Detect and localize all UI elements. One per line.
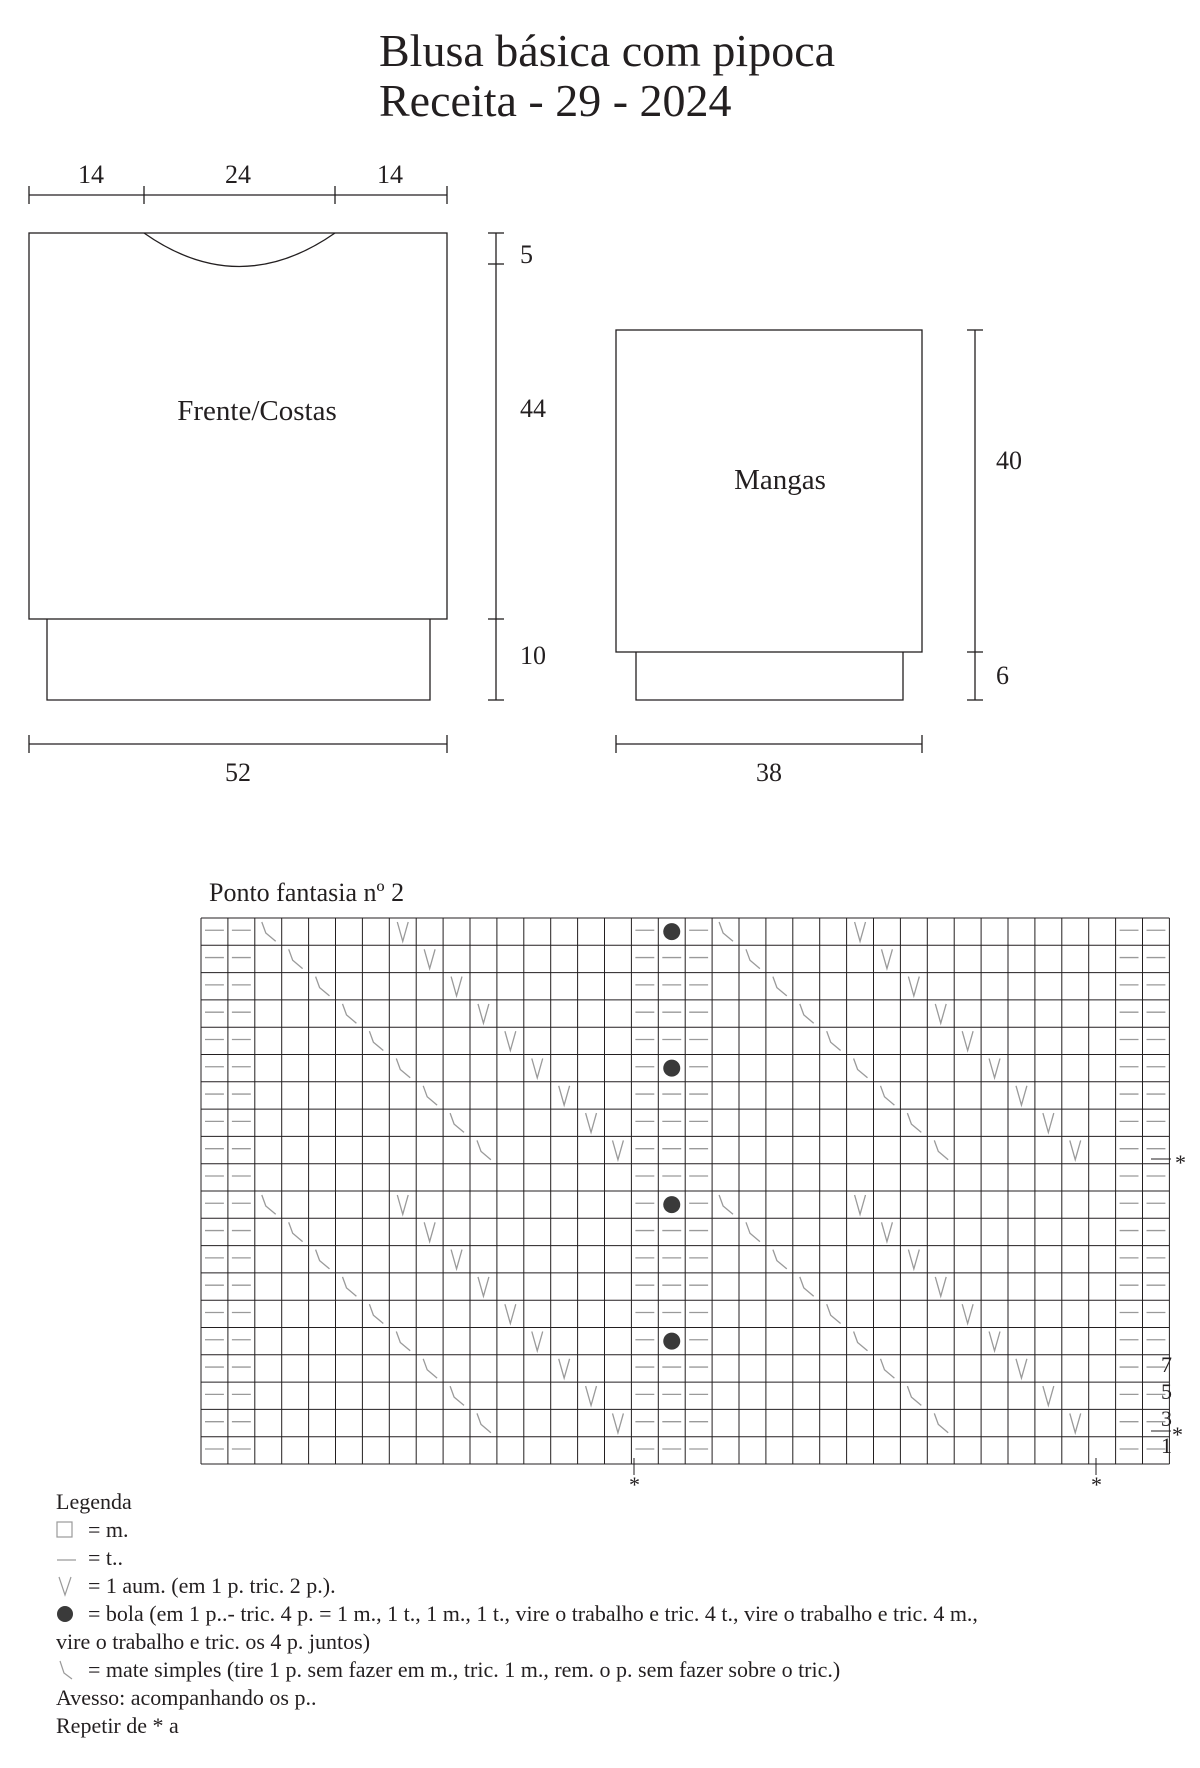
decrease-slash-mark [746, 949, 760, 968]
front-back-label: Frente/Costas [177, 395, 337, 427]
increase-v-mark [424, 1222, 435, 1241]
legend-text-bobble-continuation: vire o trabalho e tric. os 4 p. juntos) [56, 1629, 371, 1654]
legend-text-bobble: = bola (em 1 p..- tric. 4 p. = 1 m., 1 t., 1 m., 1 t., vire o trabalho e tric. 4 t., vire o trabalho e tric. 4 m., [88, 1601, 978, 1626]
increase-v-mark [962, 1304, 973, 1323]
increase-v-mark [451, 977, 462, 996]
increase-v-mark [586, 1386, 597, 1405]
repeat-marker-right-upper: * [1175, 1150, 1186, 1175]
legend-text-knit: = m. [88, 1517, 129, 1542]
front-back-schematic [29, 186, 504, 753]
front-back-top-width-right: 14 [377, 160, 403, 189]
decrease-slash-mark [396, 1332, 410, 1351]
decrease-slash-mark [450, 1386, 464, 1405]
increase-v-mark [478, 1004, 489, 1023]
legend-item-knit [56, 1516, 1176, 1544]
decrease-slash-mark [827, 1304, 841, 1323]
legend-wrong-side: Avesso: acompanhando os p.. [56, 1685, 317, 1710]
bobble-dot-mark [663, 923, 680, 940]
decrease-slash-mark [934, 1140, 948, 1159]
legend-text-purl: = t.. [88, 1545, 124, 1570]
increase-v-mark [882, 1222, 893, 1241]
decrease-slash-mark [719, 922, 733, 941]
bobble-dot-mark [663, 1333, 680, 1350]
square-icon [56, 1516, 88, 1544]
decrease-slash-mark [289, 1222, 303, 1241]
sleeve-width: 38 [756, 758, 782, 787]
decrease-slash-mark [316, 977, 330, 996]
increase-v-mark [586, 1113, 597, 1132]
increase-v-mark [451, 1250, 462, 1269]
increase-v-mark [935, 1004, 946, 1023]
legend-item-increase [56, 1572, 1176, 1600]
repeat-marker-bottom-left: * [629, 1472, 640, 1497]
decrease-slash-mark [854, 1332, 868, 1351]
sleeve-height-body: 40 [996, 446, 1022, 475]
stitch-chart-grid [201, 918, 1169, 1464]
decrease-slash-mark [262, 922, 276, 941]
legend-text-decrease: = mate simples (tire 1 p. sem fazer em m., tric. 1 m., rem. o p. sem fazer sobre o tric.) [88, 1657, 841, 1682]
increase-v-mark [397, 1195, 408, 1214]
increase-v-icon [56, 1572, 88, 1600]
bobble-dot-icon [56, 1600, 88, 1628]
increase-v-mark [1043, 1386, 1054, 1405]
decrease-slash-mark [396, 1059, 410, 1078]
sleeve-height-rib: 6 [996, 661, 1009, 690]
increase-v-mark [613, 1140, 624, 1159]
increase-v-mark [855, 922, 866, 941]
repeat-markers [634, 1159, 1171, 1475]
increase-v-mark [882, 949, 893, 968]
increase-v-mark [1016, 1359, 1027, 1378]
title-line-2: Receita - 29 - 2024 [379, 75, 732, 126]
decrease-slash-mark [854, 1059, 868, 1078]
decrease-slash-mark [423, 1086, 437, 1105]
increase-v-mark [559, 1086, 570, 1105]
legend-item-bobble [56, 1600, 1176, 1628]
decrease-slash-mark [450, 1113, 464, 1132]
sleeve-label: Mangas [734, 464, 826, 496]
increase-v-mark [532, 1332, 543, 1351]
decrease-slash-mark [800, 1004, 814, 1023]
decrease-slash-icon [56, 1656, 88, 1684]
increase-v-mark [1016, 1086, 1027, 1105]
bobble-dot-mark [663, 1196, 680, 1213]
increase-v-mark [559, 1359, 570, 1378]
decrease-slash-mark [881, 1359, 895, 1378]
decrease-slash-mark [316, 1250, 330, 1269]
increase-v-mark [962, 1031, 973, 1050]
decrease-slash-mark [262, 1195, 276, 1214]
decrease-slash-mark [343, 1277, 357, 1296]
repeat-marker-right-lower: * [1172, 1422, 1183, 1447]
row-number-7: 7 [1161, 1352, 1172, 1377]
increase-v-mark [1070, 1140, 1081, 1159]
increase-v-mark [989, 1332, 1000, 1351]
increase-v-mark [908, 977, 919, 996]
row-number-1: 1 [1161, 1433, 1172, 1458]
decrease-slash-mark [477, 1140, 491, 1159]
row-number-3: 3 [1161, 1406, 1172, 1431]
sleeve-schematic [616, 330, 983, 753]
legend [56, 1488, 1176, 1740]
legend-repeat: Repetir de * a [56, 1713, 179, 1738]
increase-v-mark [989, 1059, 1000, 1078]
legend-item-decrease [56, 1656, 1176, 1684]
decrease-slash-mark [369, 1304, 383, 1323]
increase-v-mark [1070, 1413, 1081, 1432]
decrease-slash-mark [719, 1195, 733, 1214]
increase-v-mark [478, 1277, 489, 1296]
decrease-slash-mark [881, 1086, 895, 1105]
legend-text-increase: = 1 aum. (em 1 p. tric. 2 p.). [88, 1573, 336, 1598]
increase-v-mark [505, 1304, 516, 1323]
increase-v-mark [935, 1277, 946, 1296]
front-back-width: 52 [225, 758, 251, 787]
increase-v-mark [908, 1250, 919, 1269]
increase-v-mark [505, 1031, 516, 1050]
title-line-1: Blusa básica com pipoca [379, 25, 836, 76]
increase-v-mark [424, 949, 435, 968]
increase-v-mark [532, 1059, 543, 1078]
row-number-5: 5 [1161, 1379, 1172, 1404]
increase-v-mark [613, 1413, 624, 1432]
decrease-slash-mark [423, 1359, 437, 1378]
legend-heading: Legenda [56, 1489, 132, 1514]
decrease-slash-mark [827, 1031, 841, 1050]
decrease-slash-mark [907, 1113, 921, 1132]
front-back-top-width-left: 14 [78, 160, 104, 189]
decrease-slash-mark [343, 1004, 357, 1023]
increase-v-mark [397, 922, 408, 941]
front-back-top-width-center: 24 [225, 160, 251, 189]
repeat-marker-bottom-right: * [1091, 1472, 1102, 1497]
bobble-dot-mark [663, 1060, 680, 1077]
decrease-slash-mark [773, 1250, 787, 1269]
decrease-slash-mark [907, 1386, 921, 1405]
decrease-slash-mark [289, 949, 303, 968]
front-back-height-body: 44 [520, 394, 546, 423]
chart-title: Ponto fantasia nº 2 [209, 878, 405, 907]
decrease-slash-mark [477, 1413, 491, 1432]
legend-item-purl [56, 1544, 1176, 1572]
front-back-height-rib: 10 [520, 641, 546, 670]
increase-v-mark [1043, 1113, 1054, 1132]
decrease-slash-mark [934, 1413, 948, 1432]
front-back-height-neck: 5 [520, 240, 533, 269]
decrease-slash-mark [773, 977, 787, 996]
decrease-slash-mark [800, 1277, 814, 1296]
increase-v-mark [855, 1195, 866, 1214]
decrease-slash-mark [746, 1222, 760, 1241]
decrease-slash-mark [369, 1031, 383, 1050]
dash-icon [56, 1544, 88, 1572]
